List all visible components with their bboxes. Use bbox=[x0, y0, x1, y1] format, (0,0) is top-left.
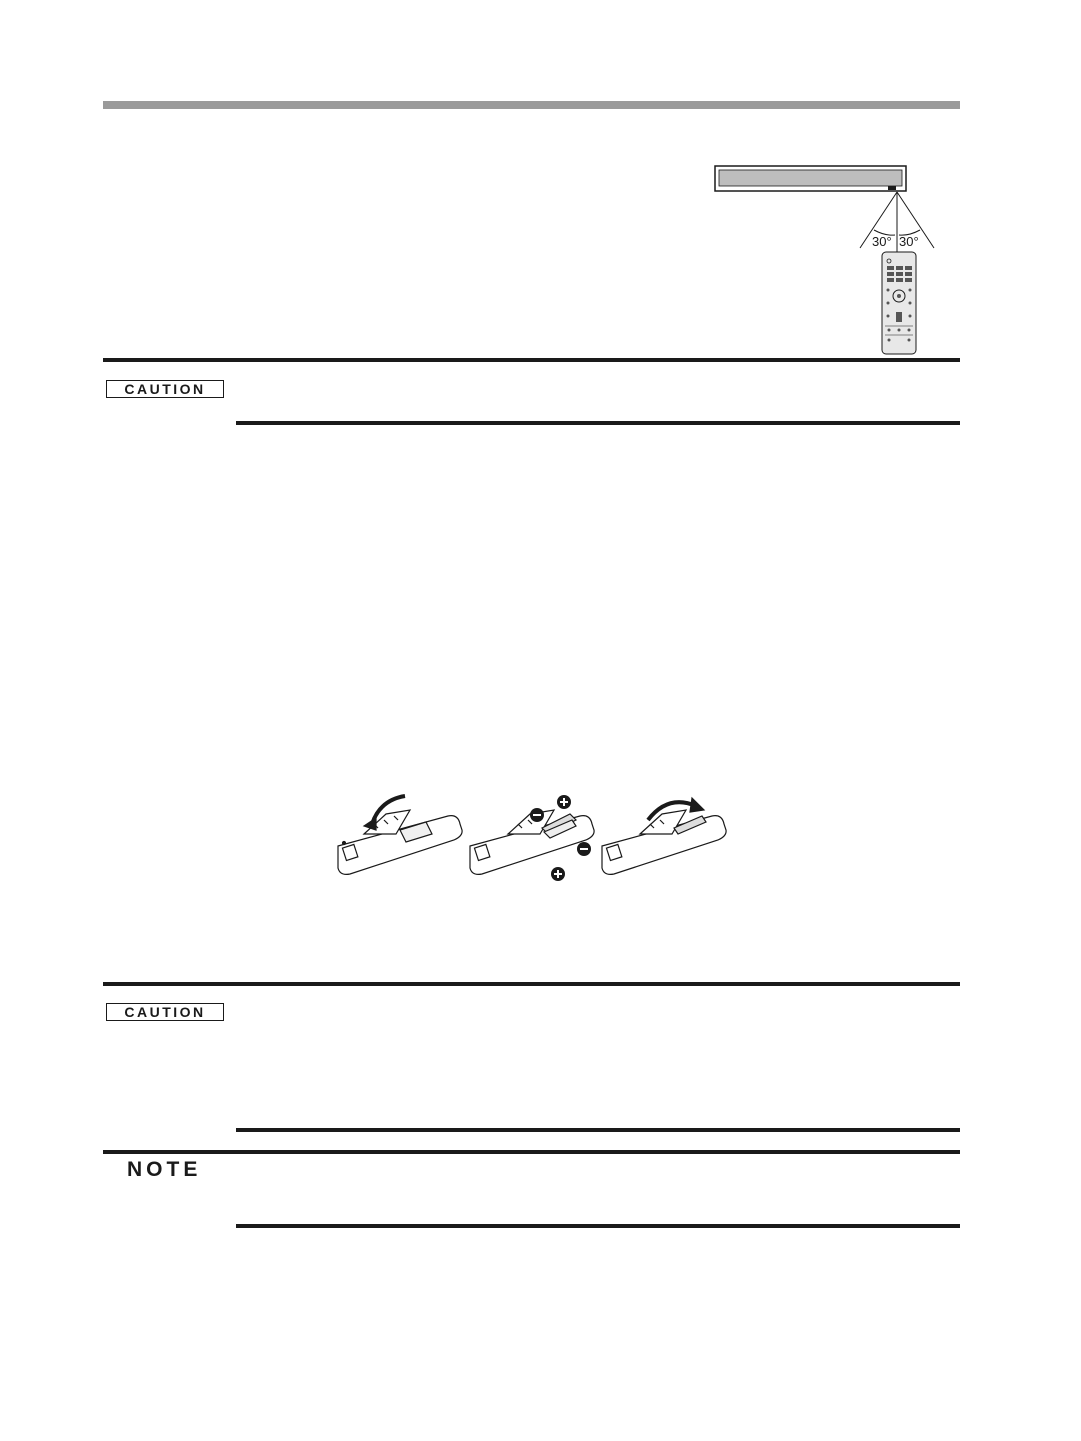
caution-end-rule bbox=[236, 1128, 960, 1132]
section-rule-top bbox=[103, 982, 960, 986]
caution-label: CAUTION bbox=[106, 1003, 224, 1021]
minus-terminal-icon bbox=[530, 808, 544, 822]
angle-left-label: 30° bbox=[872, 234, 892, 249]
remote-range-diagram bbox=[700, 160, 940, 360]
note-end-rule bbox=[236, 1224, 960, 1228]
remote-close-cover-step bbox=[602, 798, 726, 874]
battery-install-diagram bbox=[330, 788, 730, 888]
angle-right-label: 30° bbox=[899, 234, 919, 249]
plus-terminal-icon bbox=[557, 795, 571, 809]
caution-end-rule bbox=[236, 421, 960, 425]
remote-insert-batteries-step bbox=[470, 795, 594, 881]
note-label: NOTE bbox=[127, 1158, 202, 1181]
header-rule bbox=[103, 101, 960, 109]
remote-open-cover-step bbox=[338, 796, 462, 874]
plus-terminal-icon bbox=[551, 867, 565, 881]
minus-terminal-icon bbox=[577, 842, 591, 856]
section-rule-top bbox=[103, 1150, 960, 1154]
remote-control-illustration bbox=[882, 252, 916, 354]
monitor-illustration bbox=[715, 166, 906, 191]
caution-label: CAUTION bbox=[106, 380, 224, 398]
section-rule-top bbox=[103, 358, 960, 362]
